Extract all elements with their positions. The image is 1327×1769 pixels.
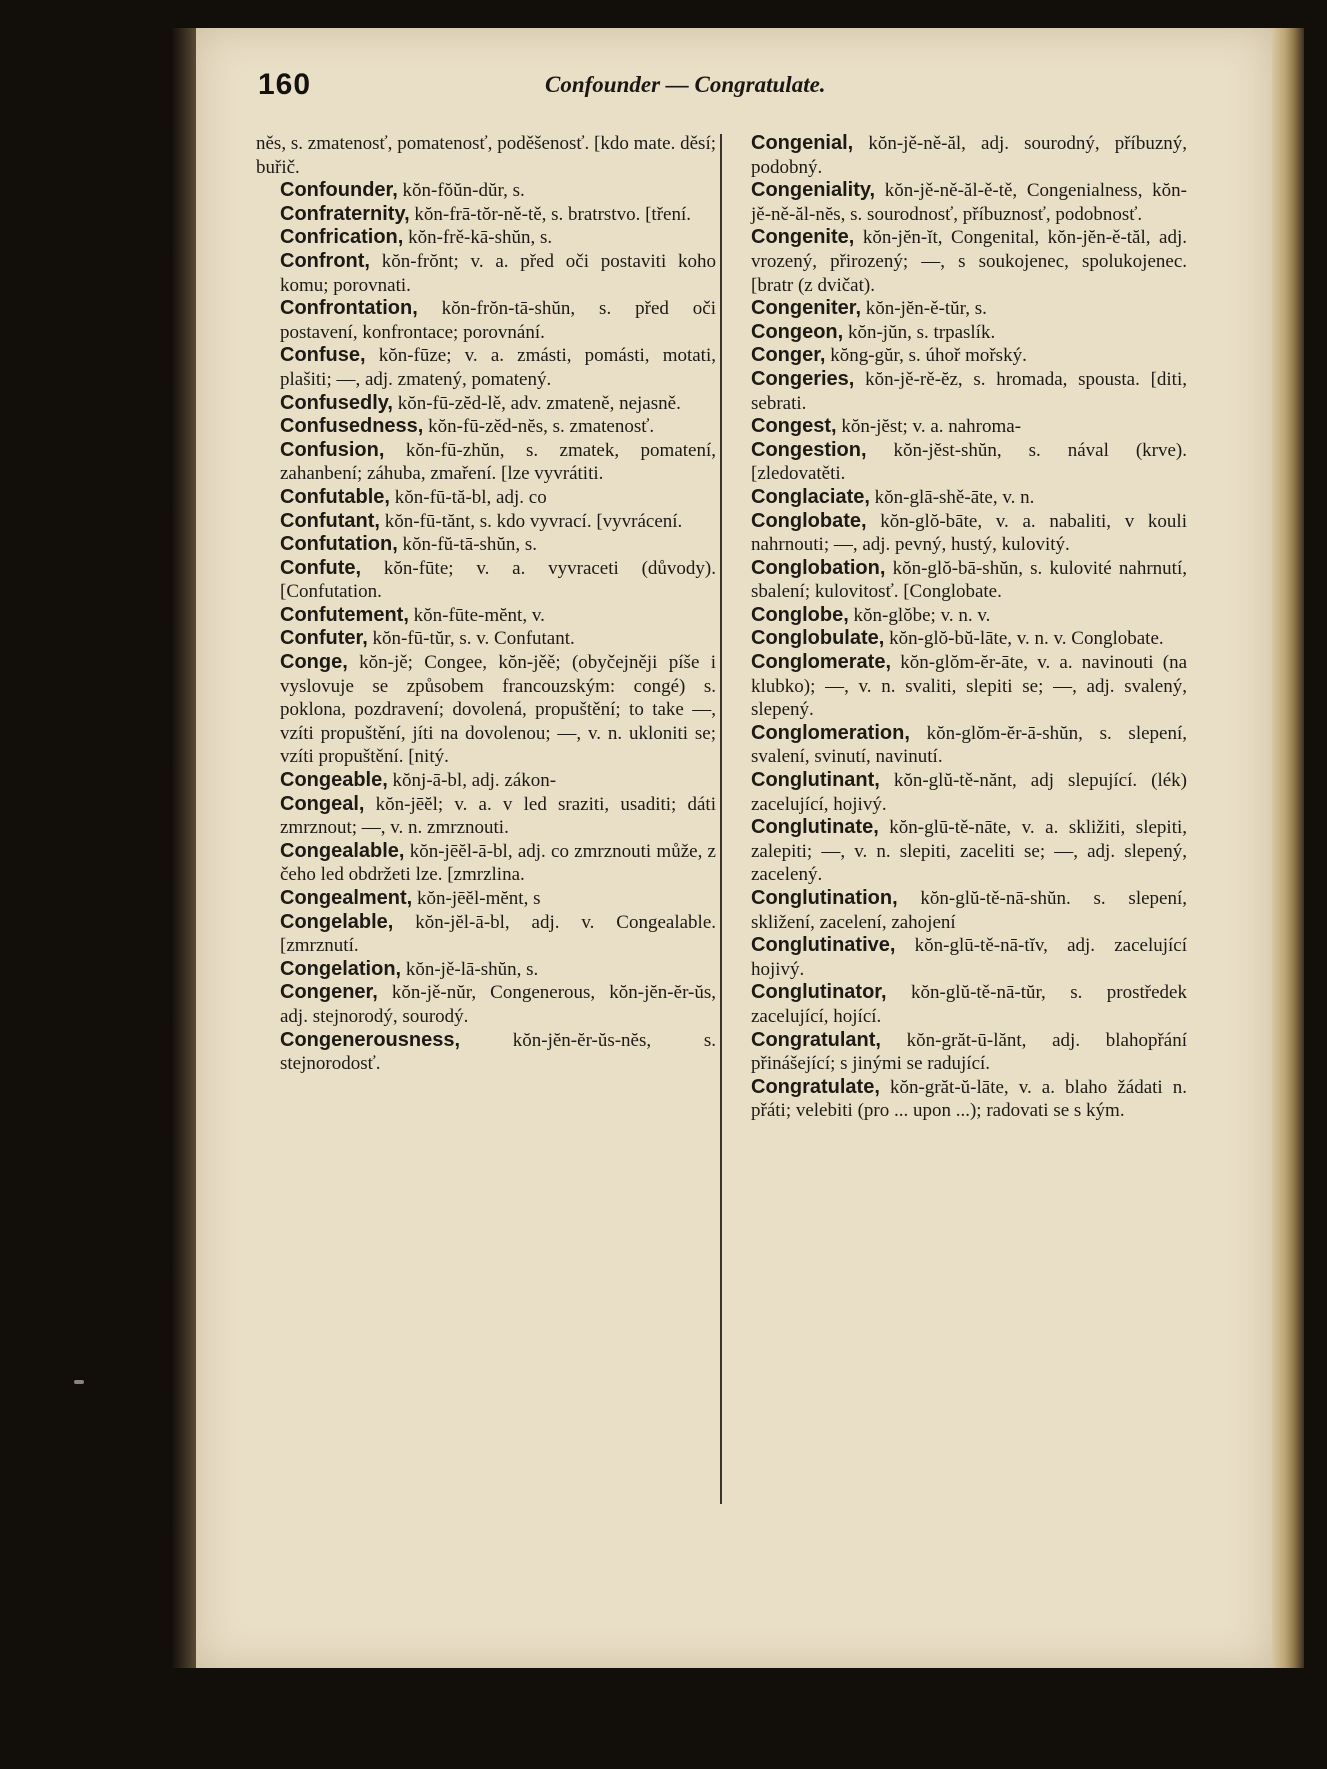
dictionary-entry: Congenite, kŏn-jĕn-ĭt, Congenital, kŏn-jĕn-ě-tăl, adj. vrozený, přirozený; —, s soukojenec, spolukojenec. [bratr (z dvičat). xyxy=(751,226,1187,296)
dictionary-entry: Congratulate, kŏn-grăt-ŭ-lāte, v. a. blaho žádati n. přáti; velebiti (pro ... upon ...); radovati se s kým. xyxy=(751,1075,1187,1122)
dictionary-entry: Congeniter, kŏn-jĕn-ě-tŭr, s. xyxy=(751,297,987,320)
entry-headword: Congenial, xyxy=(751,132,854,154)
dictionary-entry: Congenerousness, kŏn-jĕn-ĕr-ŭs-nĕs, s. stejnorodosť. xyxy=(280,1028,716,1075)
entry-headword: Confusedly, xyxy=(280,391,393,414)
dictionary-entry: Congealment, kŏn-jēĕl-mĕnt, s xyxy=(280,887,541,909)
dictionary-entry: Conglobulate, kŏn-glŏ-bŭ-lāte, v. n. v. Conglobate. xyxy=(751,627,1164,650)
entry-headword: Confute, xyxy=(280,556,362,579)
entry-headword: Conglomeration, xyxy=(751,721,910,744)
entry-headword: Conglobe, xyxy=(751,603,849,626)
entry-headword: Conglutinate, xyxy=(751,816,879,839)
dictionary-entry: Confrontation, kŏn-frŏn-tā-shŭn, s. před oči postavení, konfrontace; porovnání. xyxy=(280,297,716,343)
entry-headword: Congealable, xyxy=(280,839,405,862)
entry-headword: Confrication, xyxy=(280,226,404,249)
entry-headword: Congenite, xyxy=(751,226,855,249)
dictionary-entry: Conglobation, kŏn-glŏ-bā-shŭn, s. kulovité nahrnutí, sbalení; kulovitosť. [Conglobate. xyxy=(751,556,1187,603)
dictionary-entry: Conge, kŏn-jě; Congee, kŏn-jěě; (obyčejněji píše i vyslovuje se způsobem francouzským: congé) s. poklona, pozdravení; dovolená, propuštění; to take —, vzíti propuštění, jíti na dovolenou; —, v. n. ukloniti se; vzíti propuštění. [nitý. xyxy=(280,651,716,768)
entry-headword: Confutation, xyxy=(280,533,398,556)
entry-headword: Conglutinative, xyxy=(751,934,896,957)
dictionary-entry: Confront, kŏn-frŏnt; v. a. před oči postaviti koho komu; porovnati. xyxy=(280,249,716,296)
entry-headword: Confusedness, xyxy=(280,415,424,438)
right-column xyxy=(727,132,1187,1123)
entry-headword: Conglomerate, xyxy=(751,651,892,674)
entry-headword: Conger, xyxy=(751,344,826,367)
entry-headword: Confuter, xyxy=(280,627,368,650)
entry-headword: Conglobation, xyxy=(751,556,886,579)
dictionary-entry: Confounder, kŏn-fŏŭn-dŭr, s. xyxy=(280,179,525,202)
dictionary-entry: Congelation, kŏn-jě-lā-shŭn, s. xyxy=(280,957,539,980)
dictionary-entry: Confusion, kŏn-fū-zhŭn, s. zmatek, pomatení, zahanbení; záhuba, zmaření. [lze vyvrátiti. xyxy=(280,438,716,485)
dictionary-entry: Conglutinant, kŏn-glŭ-tě-nănt, adj slepující. (lék) zacelující, hojivý. xyxy=(751,769,1187,815)
dictionary-entry: Confutement, kŏn-fūte-mĕnt, v. xyxy=(280,603,545,626)
entry-headword: Congratulate, xyxy=(751,1075,880,1098)
dictionary-entry: Conger, kŏng-gŭr, s. úhoř mořský. xyxy=(751,344,1027,367)
dictionary-entry: Congeon, kŏn-jŭn, s. trpaslík. xyxy=(751,320,996,343)
entry-headword: Congelation, xyxy=(280,957,402,980)
entry-headword: Confutant, xyxy=(280,509,380,532)
dictionary-entry: Conglutinative, kŏn-glū-tě-nā-tĭv, adj. zacelující hojivý. xyxy=(751,934,1187,980)
entry-headword: Congratulant, xyxy=(751,1028,881,1051)
dictionary-entry: Conglomerate, kŏn-glŏm-ĕr-āte, v. a. navinouti (na klubko); —, v. n. svaliti, slepiti se; —, adj. svalený, slepený. xyxy=(751,651,1187,721)
entry-headword: Confrontation, xyxy=(280,297,418,320)
entry-headword: Congeniality, xyxy=(751,179,876,202)
entry-headword: Confusion, xyxy=(280,438,385,461)
dictionary-entry: Congeal, kŏn-jēĕl; v. a. v led sraziti, usaditi; dáti zmrznout; —, v. n. zmrznouti. xyxy=(280,792,716,839)
dictionary-entry: Conglomeration, kŏn-glŏm-ĕr-ā-shŭn, s. slepení, svalení, svinutí, navinutí. xyxy=(751,721,1187,768)
entry-headword: Congealment, xyxy=(280,887,413,909)
dictionary-entry: Congeable, kŏnj-ā-bl, adj. zákon- xyxy=(280,769,557,792)
dictionary-entry: něs, s. zmatenosť, pomatenosť, poděšenosť. [kdo mate. děsí; buřič. xyxy=(256,133,716,178)
entry-headword: Confounder, xyxy=(280,179,398,202)
entry-headword: Congelable, xyxy=(280,910,394,933)
dictionary-entry: Congelable, kŏn-jĕl-ā-bl, adj. v. Congealable. [zmrznutí. xyxy=(280,910,716,957)
entry-headword: Conglaciate, xyxy=(751,485,870,508)
dictionary-entry: Confute, kŏn-fūte; v. a. vyvraceti (důvody). [Confutation. xyxy=(280,556,716,603)
entry-headword: Congeniter, xyxy=(751,297,862,320)
entry-headword: Congest, xyxy=(751,415,837,438)
dictionary-entry: Congeries, kŏn-jě-rě-ĕz, s. hromada, spousta. [diti, sebrati. xyxy=(751,367,1187,414)
entry-headword: Congenerousness, xyxy=(280,1028,461,1051)
entry-headword: Conglobate, xyxy=(751,509,867,532)
dictionary-entry: Congealable, kŏn-jēĕl-ā-bl, adj. co zmrznouti může, z čeho led obdržeti lze. [zmrzlina. xyxy=(280,839,716,886)
entry-headword: Congeon, xyxy=(751,320,844,343)
dictionary-entry: Conglutinate, kŏn-glū-tě-nāte, v. a. skližiti, slepiti, zalepiti; —, v. n. slepiti, zaceliti se; —, adj. slepený, zacelený. xyxy=(751,816,1187,886)
entry-headword: Conge, xyxy=(280,651,348,674)
entry-headword: Conglutinant, xyxy=(751,769,880,792)
entry-headword: Confuse, xyxy=(280,344,366,367)
entry-headword: Confraternity, xyxy=(280,202,410,225)
dictionary-entry: Confusedness, kŏn-fū-zĕd-nĕs, s. zmatenosť. xyxy=(280,415,655,438)
entry-headword: Congestion, xyxy=(751,438,867,461)
entry-headword: Congeal, xyxy=(280,792,365,815)
entry-headword: Congener, xyxy=(280,981,378,1004)
dictionary-entry: Conglobe, kŏn-glŏbe; v. n. v. xyxy=(751,603,991,626)
dictionary-entry: Conglutination, kŏn-glŭ-tě-nā-shŭn. s. slepení, skližení, zacelení, zahojení xyxy=(751,887,1187,933)
dictionary-entry: Confrication, kŏn-frě-kā-shŭn, s. xyxy=(280,226,553,249)
entry-headword: Confutable, xyxy=(280,485,390,508)
page-number: 160 xyxy=(258,68,312,101)
dictionary-entry: Conglobate, kŏn-glŏ-bāte, v. a. nabaliti, v kouli nahrnouti; —, adj. pevný, hustý, kulovitý. xyxy=(751,509,1187,556)
dictionary-entry: Congenial, kŏn-jě-ně-ăl, adj. sourodný, příbuzný, podobný. xyxy=(751,132,1187,178)
dictionary-entry: Confuse, kŏn-fūze; v. a. zmásti, pomásti, motati, plašiti; —, adj. zmatený, pomatený. xyxy=(280,344,716,390)
book-spine xyxy=(1272,28,1304,1668)
column-divider xyxy=(720,134,722,1504)
dictionary-entry: Congratulant, kŏn-grăt-ū-lănt, adj. blahopřání přinášející; s jinými se radující. xyxy=(751,1028,1187,1075)
entry-headword: Confutement, xyxy=(280,603,409,626)
dictionary-entry: Congener, kŏn-jě-nŭr, Congenerous, kŏn-jĕn-ĕr-ŭs, adj. stejnorodý, sourodý. xyxy=(280,981,716,1027)
dictionary-entry: Conglaciate, kŏn-glā-shě-āte, v. n. xyxy=(751,485,1035,508)
page-edge-shadow xyxy=(170,28,196,1668)
dictionary-entry: Confuter, kŏn-fū-tŭr, s. v. Confutant. xyxy=(280,627,575,650)
entry-headword: Confront, xyxy=(280,249,370,272)
entry-headword: Conglobulate, xyxy=(751,627,885,650)
dictionary-entry: Congestion, kŏn-jĕst-shŭn, s. nával (krve). [zledovatěti. xyxy=(751,438,1187,485)
running-head: Confounder — Congratulate. xyxy=(545,72,826,97)
entry-headword: Congeable, xyxy=(280,769,388,792)
dictionary-entry: Conglutinator, kŏn-glŭ-tě-nā-tŭr, s. prostředek zacelující, hojící. xyxy=(751,981,1187,1027)
margin-mark xyxy=(74,1380,84,1384)
dictionary-entry: Confutant, kŏn-fū-tănt, s. kdo vyvrací. [vyvrácení. xyxy=(280,509,683,532)
dictionary-entry: Congest, kŏn-jĕst; v. a. nahroma- xyxy=(751,415,1022,438)
entry-headword: Conglutination, xyxy=(751,887,898,909)
left-column xyxy=(256,132,716,1076)
dictionary-entry: Confusedly, kŏn-fū-zĕd-lě, adv. zmateně, nejasně. xyxy=(280,391,681,414)
dictionary-entry: Confraternity, kŏn-frā-tŏr-ně-tě, s. bratrstvo. [tření. xyxy=(280,202,691,225)
dictionary-entry: Confutation, kŏn-fŭ-tā-shŭn, s. xyxy=(280,533,538,556)
entry-headword: Conglutinator, xyxy=(751,981,887,1004)
dictionary-entry: Confutable, kŏn-fū-tă-bl, adj. co xyxy=(280,485,547,508)
entry-headword: Congeries, xyxy=(751,367,855,390)
dictionary-entry: Congeniality, kŏn-jě-ně-ăl-ě-tě, Congenialness, kŏn-jě-ně-ăl-nĕs, s. sourodnosť, příbuznosť, podobnosť. xyxy=(751,179,1187,225)
